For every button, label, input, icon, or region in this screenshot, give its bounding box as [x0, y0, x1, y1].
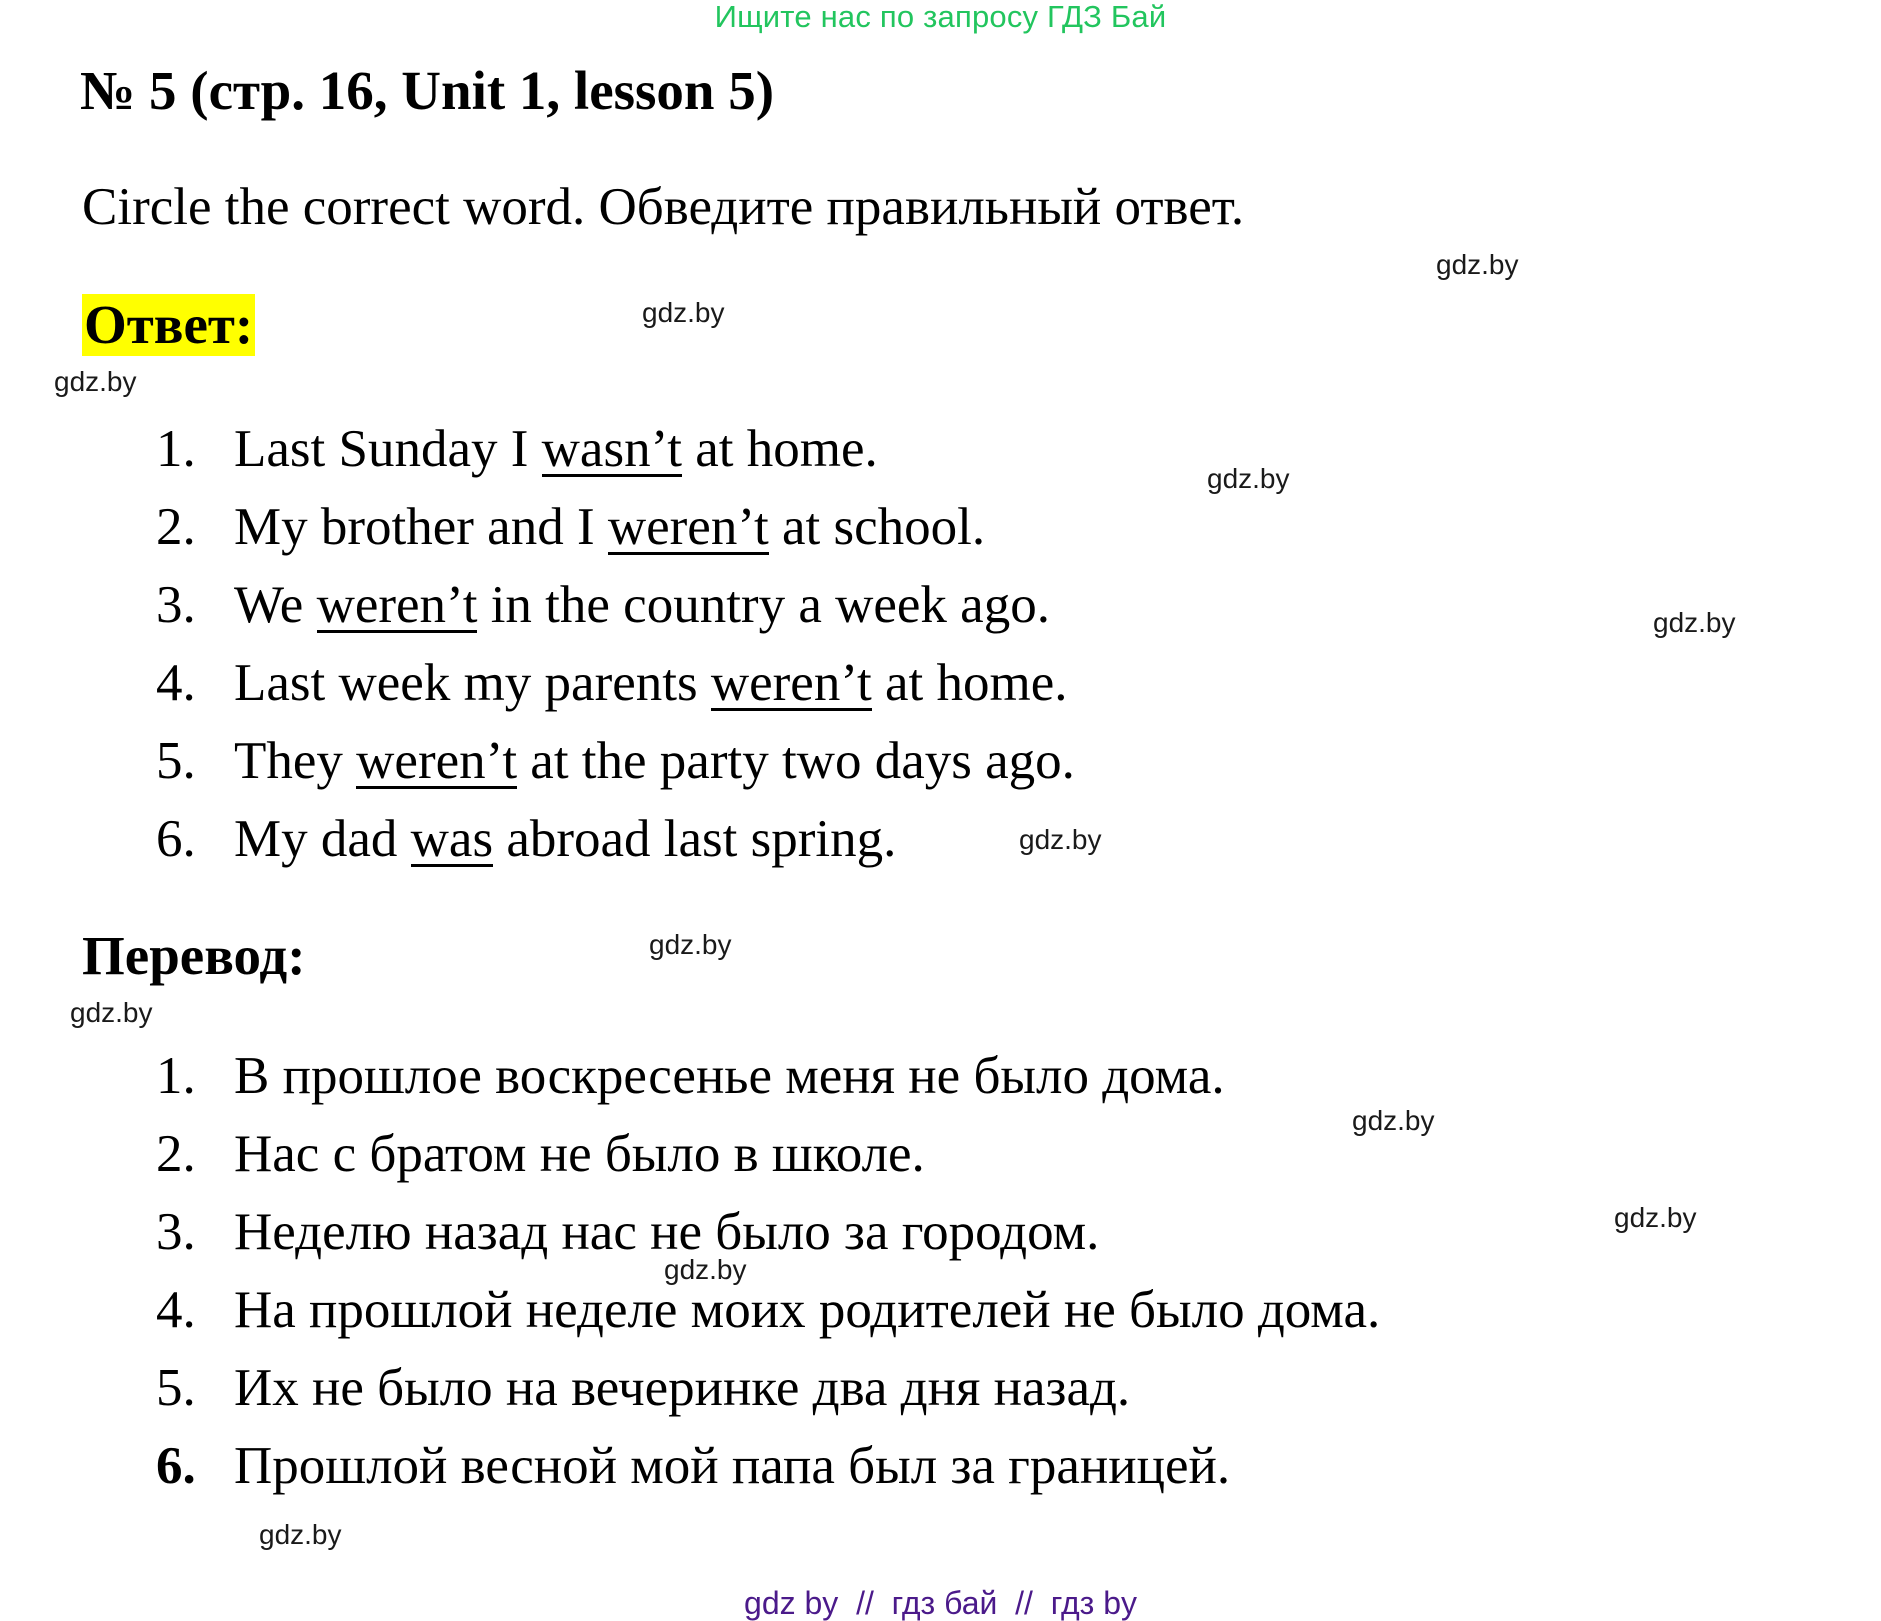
watermark: gdz.by — [54, 366, 137, 397]
watermark: gdz.by — [1436, 249, 1519, 280]
answer-item — [156, 566, 1075, 644]
page-title: № 5 (стр. 16, Unit 1, lesson 5) — [80, 60, 775, 121]
sentence-end: abroad last spring. — [493, 810, 897, 868]
translation-item — [156, 1427, 1380, 1505]
watermark: gdz.by — [1019, 824, 1102, 855]
watermark: gdz.by — [1207, 463, 1290, 494]
answer-item — [156, 410, 1075, 488]
translation-text: Нас с братом не было в школе. — [234, 1125, 925, 1183]
sentence-start: My dad — [234, 810, 411, 868]
item-number: 3. — [156, 576, 196, 634]
translation-text: Прошлой весной мой папа был за границей. — [234, 1437, 1231, 1495]
translation-text: В прошлое воскресенье меня не было дома. — [234, 1047, 1225, 1105]
item-number: 6. — [156, 810, 196, 868]
watermark: gdz.by — [1653, 607, 1736, 638]
underlined-answer: weren’t — [356, 732, 518, 790]
sentence-end: at the party two days ago. — [517, 732, 1075, 790]
translation-item — [156, 1271, 1380, 1349]
sentence-start: They — [234, 732, 357, 790]
watermark: gdz.by — [642, 297, 725, 328]
footer-links: gdz by // гдз бай // гдз by — [744, 1585, 1137, 1621]
item-number: 2. — [156, 498, 196, 556]
sentence-end: at home. — [871, 654, 1068, 712]
answer-item — [156, 488, 1075, 566]
task-instruction: Circle the correct word. Обведите правильный ответ. — [82, 178, 1245, 236]
translation-item — [156, 1349, 1380, 1427]
watermark: gdz.by — [1614, 1202, 1697, 1233]
answer-heading: Ответ: — [84, 294, 254, 355]
watermark: gdz.by — [664, 1254, 747, 1285]
sentence-end: at home. — [682, 420, 878, 478]
item-number: 5. — [156, 1359, 196, 1417]
sentence-start: Last Sunday I — [234, 420, 542, 478]
sentence-start: Last week my parents — [234, 654, 711, 712]
answer-item — [156, 722, 1075, 800]
item-number: 6. — [156, 1437, 196, 1495]
underlined-answer: was — [410, 810, 494, 868]
item-number: 2. — [156, 1125, 196, 1183]
translation-heading: Перевод: — [82, 925, 306, 986]
sentence-start: We — [234, 576, 317, 634]
translation-list — [156, 1037, 1380, 1505]
search-banner: Ищите нас по запросу ГДЗ Бай — [714, 0, 1167, 34]
item-number: 5. — [156, 732, 196, 790]
item-number: 3. — [156, 1203, 196, 1261]
underlined-answer: wasn’t — [541, 420, 682, 478]
watermark: gdz.by — [1352, 1105, 1435, 1136]
item-number: 4. — [156, 1281, 196, 1339]
sentence-end: at school. — [768, 498, 986, 556]
translation-text: На прошлой неделе моих родителей не было дома. — [234, 1281, 1381, 1339]
translation-item — [156, 1115, 1380, 1193]
answer-list — [156, 410, 1075, 878]
underlined-answer: weren’t — [607, 498, 769, 556]
translation-text: Неделю назад нас не было за городом. — [234, 1203, 1100, 1261]
translation-item — [156, 1037, 1380, 1115]
translation-text: Их не было на вечеринке два дня назад. — [234, 1359, 1131, 1417]
watermark: gdz.by — [70, 997, 153, 1028]
sentence-end: in the country a week ago. — [477, 576, 1050, 634]
translation-item — [156, 1193, 1380, 1271]
item-number: 1. — [156, 420, 196, 478]
sentence-start: My brother and I — [234, 498, 608, 556]
answer-item — [156, 644, 1075, 722]
item-number: 4. — [156, 654, 196, 712]
item-number: 1. — [156, 1047, 196, 1105]
watermark: gdz.by — [259, 1519, 342, 1550]
answer-item — [156, 800, 1075, 878]
underlined-answer: weren’t — [316, 576, 478, 634]
underlined-answer: weren’t — [710, 654, 872, 712]
watermark: gdz.by — [649, 929, 732, 960]
